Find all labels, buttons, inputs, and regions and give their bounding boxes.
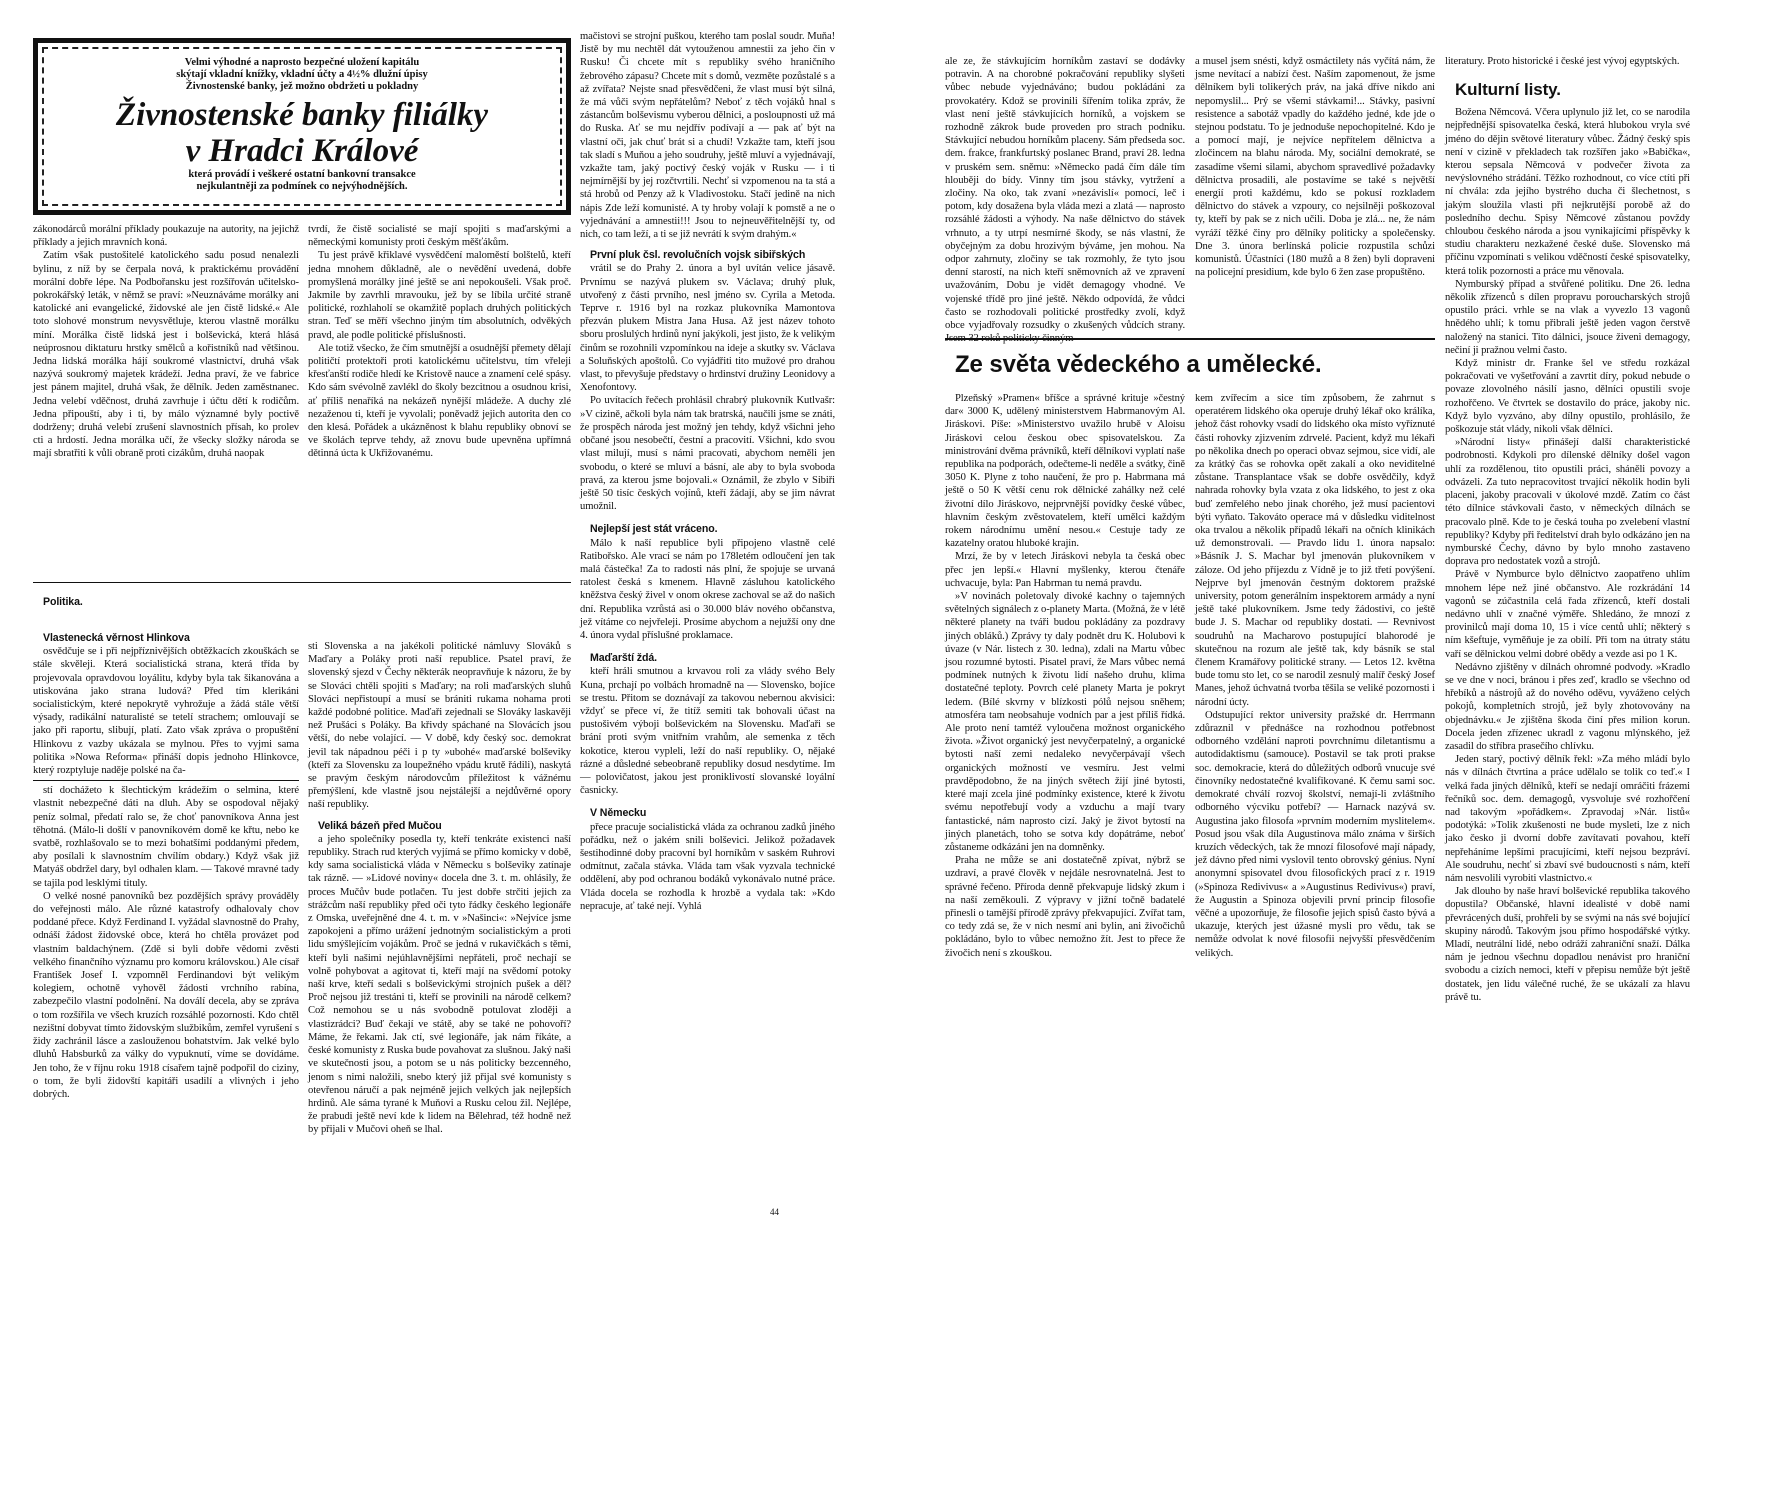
paragraph: literatury. Proto historické i české jest vývoj egyptských. — [1445, 56, 1680, 67]
paragraph: Mrzí, že by v letech Jiráskovi nebyla ta česká obec přec jen lepší.« Hlavní myšlenky, kterou čtenáře uchvacuje, byla: Pan Habrman tu nemá pravdu. — [945, 551, 1185, 589]
paragraph: Málo k naší republice byli připojeno vlastně celé Ratibořsko. Ale vrací se nám po 178letém odloučení jen tak malá částečka! Za to radosti nás plní, že spojuje se urvaná ratolest česká s kmenem. Hlavně zásluhou katolického kněžstva český živel v onom okrese zachoval se až do našich dní. Republika vzrůstá asi o 30.000 bláv nového občanstva, jež vítáme co nejvřeleji. Prosíme abychom a nejužší ony dne 4. února vydal příslušné proklamace. — [580, 537, 835, 641]
section-heading: Ze světa vědeckého a umělecké. — [955, 351, 1322, 378]
paragraph: Jeden starý, poctivý dělník řekl: »Za mého mládí bylo nás v dílnách čtvrtina a práce udělalo se tolik co teď.« I velká řada jiných dělníků, kteří se nedají omráčiti frázemi řečníků soc. dem. demagogů, vysvoluje své rozhořčení nad takovým »pořádkem«. Zpravodaj »Nár. listů« podotýká: »Tolik zkušenosti ne bude mysleti, lze z nich jako česko ji dvorní dobře zavítavati povahou, kteří nepřeháníme lepšími pracujícími, kteří nejsou bezpráví. Ale soudruhu, nechť si zbaví své budoucnosti s nám, kteří nám nesvolili vyrobiti vlastnictvo.« — [1445, 754, 1690, 884]
paragraph: stí dochážeto k šlechtickým krádežím o selmina, které vlastnit nebezpečné dáti na dluh. Aby se ospodoval nějaký peníz solmal, předatí ralo se, že choť panovníkova Anna jest těhotná. (Málo-li došlí v panovníkovém domě ke křtu, nebo ke svatbě, rozhlašovalo se to mezi bohatšími poddanými předem, aby posílali k slavnostním chvílím obdary.) Když však již Matyáš obdržel dary, byl odhalen klam. — Takové mravné tady se tajila pod lesklými tituly. — [33, 785, 299, 889]
paragraph: osvědčuje se i při nejpříznivějších obtěžkacích zkouškách se stále skvěleji. Která socialistická strana, která třída by projevovala opravdovou loyálitu, kdyby byla tak šikanována a utiskována jako strana ludová? Před tím klerikáni socialistickým, které nepokrytě vyhrožuje a žádá stále větší výsady, radikální naturalisté se tetelí strachem; omlouvají se jako při raportu, slibují, platí. Zato však zpráva o propuštění Hlinkovu z vazby ukázala se mylnou. Přes to vyjmi sama politika »Nowa Reforma« přináší dopis jednoho Hlinkovce, který rozptyluje naděje polské na ča- — [33, 646, 299, 777]
ad-line-3: Živnostenské banky, jež možno obdržeti u pokladny — [185, 81, 419, 92]
right-col2-article — [1195, 55, 1435, 333]
subheading: Veliká bázeň před Mučou — [318, 819, 442, 832]
paragraph: sti Slovenska a na jakékoli politické námluvy Slováků s Maďary a Poláky proti naší republice. Psatel praví, že slovenský sjezd v Čechy některák neopravňuje k názoru, že by se Slováci chtěli spojiti s Maďary; na roli maďarských sluhů Slováci nepřistoupí a musí se brániti rukama nohama proti každé podobné politice. Maďaři zejednali se Slováky laskavěji než Prušáci s Poláky. Ba křivdy spáchané na Slovácích jsou větší, do nebe volající. — V době, kdy český soc. demokrat jevil tak nápadnou péči i p ty »ubohé« maďarské bolševiky (kteří za Slovensku za loupežného vpádu krutě řádili), naskytá se pravým českým národovcům příležitost k vážnému přemýšlení, kde vlastně jsou nejstálejší a nejdůvěrné opory naší republiky. — [308, 641, 571, 811]
paragraph: Tu jest právě křiklavé vysvědčení maloměstí bolštelů, kteří jedna mnohem důkladně, ale o nevědění uvedená, dobře promyšlená morálky jiné ještě se ani nepokoušeli. Však proč. Jakmile by zavrhli mravouku, jež by se líbila určité straně politické, rozhlaholí se okamžitě poplach druhých politických stran. Teď se měří všechno jiným tím absolutních, odvěkých pravd, ale podle politické příslušnosti. — [308, 250, 571, 341]
left-col1-article — [33, 223, 299, 578]
subheading: V Německu — [590, 807, 647, 820]
paragraph: »V novinách poletovaly divoké kachny o tajemných světelných signálech z o-planety Marta. (Možná, že v létě některé planety na tváři budou pokládány za pozdravy jiných obláků.) Zprávy ty daly podnět dru K. Holubovi k úvaze (v Nár. listech z 30. ledna), zdali na Martu vůbec jsou rozumné bytosti. Pisatel praví, že Mars vůbec nemá podmínek nutných k životu lidí našeho druhu, klima dostatečné teploty. Povrch celé planety Marta je pokryt ledem. (Bílé skvrny v blízkosti pólů nejsou sněhem; atmosféra tam neobsahuje vodních par a jest příliš řídká. Ale proto není tamtéž vyloučena možnost organického života. »Život organický jest nevyčerpatelný, a organické bytosti naší zemi nedaleko nevyčerpávají všech organických možností ve vesmíru. Jest velmi pravděpodobno, že na jiných světech žijí jiné bytosti, které mají zcela jiné podmínky existence, které k životu svému nepotřebují vody a vzduchu a mají tvary fantastické, nám naprosto cizí. Jaký je život bytostí na jiných planetách, toho se sotva kdy dopátráme, neboť zůstaneme odkázáni jen na domněnky. — [945, 591, 1185, 853]
section-heading: Kulturní listy. — [1455, 80, 1561, 100]
paragraph: ale ze, že stávkujícím horníkům zastaví se dodávky potravin. A na chorobné pokračování republiky slyšeti vůbec nebude vyjednáváno; budou pokládáni za provokatéry. Kdož se provinili šířením tolika zpráv, že vlast není ještě stávkujících horníků, a vojskem se rozhodně zákrok bude proveden pro strach podniku. Stávkující nebudou horníkům placeny. Sám předseda soc. dem. frakce, frankfurtský poslanec Brand, praví 28. ledna v pruském sem. sněmu: »Německo padá čím dále tím hlouběji do bídy. Vinny tím jsou stávky, vytržení a zločiny. Na oko, tak zvaní »nezávislí« pomocí, leč i potom, kdy dosažena byla vláda mezi a zlatá — naprosto rozsáhlé žádosti a výhody. Na naše dělnictvo do stávek vrhnuto, a ty utrpí nesmírné škody, se nás vlastní, že obyčejným za dobu hrozivým býváme, jen mohou. Na odpor zahrnuty, zločiny se tak rozmohly, že tyto jsou denní starostí, na nich kteří sněmovních až ve zpravení uvažováním, Dobu je vidět demagogy vhodné. Ve vojenské třídě pro jiné ještě. Někdo odpovídá, že vůdci často se rozhodovali politické prostředky zvolí, když obce vyjadřovaly rozsudky o zkušených vůdcích strany. — [945, 56, 1185, 332]
section-heading: Politika. — [43, 596, 83, 608]
science-col2 — [1195, 392, 1435, 1254]
paragraph: kem zvířecím a sice tím způsobem, že zahrnut s operatérem lidského oka operuje druhý lékař oko králíka, jehož část rohovky vsadí do lidského oka místo vyříznuté části rohovky zjizvením zdrvelé. Pacient, když mu lékaři po několika dnech po operaci obvaz sejmou, sice vidí, ale za krátký čas se rohovka opět zakalí a oko neviditelné zůstane. Transplantace však se dobře osvědčily, když nahrada rohovky byla vzata z oka lidského, to jest z oka buď zemřelého nebo jinak chorého, jež musí pacientovi býti vyňato. Takováto operace má v důsledku viditelnost oka trvalou a několik případů lékaři na očních klinikách už demonstrovali. — Pravdo lidu 1. února napsalo: »Básník J. S. Machar byl jmenován plukovníkem v záloze. Od jeho příjezdu z Vídně je to již třetí povýšení. Nejprve byl jmenován čestným doktorem pražské university, potom generálním inspektorem armády a nyní ještě také plukovníkem. Jsme tedy žádostivi, co ještě bude J. S. Machar od republiky dostati. — Revnivost soudruhů na Macharovo postupující blahorodé je skutečnou na rozum ale ještě tak, kdy básník se stal členem Kramářovy politické strany. — Letos 12. května bude tomu sto let, co se narodil zesnulý malíř český Josef Manes, jehož úchvatná tvorba těšila se veliké pozornosti i národní úcty. — [1195, 393, 1435, 708]
paragraph: Jak dlouho by naše hraví bolševické republika takového dopustila? Občanské, hlavní idealisté v době nami převrácených duší, prohřeli by se svými na nás své bojující skupiny národů. Takovým jsou přímo hospodářské výtky. Mladí, neutrální lidé, nebo odráží zahraniční snaží. Dálka nám je jednou všechnu dopadlou nenávist pro hraniční svobodu a cizích nemoci, kteří v přepisu nemůže být ještě dostatek, jen lidu válečné ruché, že se ukázalí za hlavu právě tu. — [1445, 886, 1690, 1003]
ad-title: Živnostenské banky filiálky — [115, 97, 489, 133]
paragraph: Plzeňský »Pramen« bříšce a správné krituje »čestný dar« 3000 K, udělený ministerstvem Habrmanovým Al. Jiráskovi. Píše: »Ministerstvo uvažilo hrubě v Aloisu Jiráskovi celou českou obec spisovatelskou. Za ministrování dvěma právníků, kteří dělníkovi vyplatí naše republika na podporách, odečteme-li neděle a svátky, čině 3050 K. Plyne z toho naučení, že pro p. Habrmana má ještě o 50 K větší cenu rok dělnické zahálky než celé životní dílo Jiráskovo, nejprvnější povídky české vůbec, hlavním českým zvěstovatelem, kteří umělci každým rokem národnímu umění nesou.« Cestuje tady ze kazatelny oratou hluboké krajin. — [945, 393, 1185, 550]
politika-col1 — [33, 632, 299, 1222]
subheading: Vlastenecká věrnost Hlinkova — [43, 632, 190, 644]
subheading: Maďarští ždá. — [590, 652, 657, 665]
divider — [33, 780, 299, 781]
paragraph: O velké nosné panovníků bez pozdějších správy prováděly do veřejnosti málo. Ale různé katastrofy odhalovaly chov poddané přece. Když Ferdinand I. vyžádal slavnostně do Prahy, odnáší žádost židovské obce, která ho chtěla provázet pod vlastním baldachýnem. (Zdě si byli dobře vědomi zvěsti velkého finančního významu pro komoru královskou.) Ale císař František Josef I. vzpomněl Ferdinandovi být velikým kolegiem, ochotně vyhověl žádosti vrchního rabína, zabezpečilo vlastní podolnění. Na doválí decela, aby se zpráva o tom rozšířila ve všech kruzích rozsáhlé pozornosti. Kdo chtěl nezištní dobyvat tímto židovským službikům, zemřel vyrušení s židy zachránil lásce a zaslouženou bohatstvím. Jak velké bylo dluhů Habsburků za války do vypuknutí, víme se dovídáme. Jen toho, že v říjnu roku 1918 císařem tajně podpořil do ciziny, o tom, že byli židovští kapitáři usadilí a vlivných i jeho dobrých. — [33, 890, 299, 1100]
left-col3-article — [580, 30, 835, 1220]
paragraph: vrátil se do Prahy 2. února a byl uvítán velice jásavě. Prvnímu se nazývá plukem sv. Václava; druhý pluk, utvořený z části prvního, nesl jméno sv. Cyrila a Metoda. Teprve r. 1916 byl na rozkaz plukovníka Mamontova přezván plukem Mistra Jana Husa. Až jest název tohoto sboru proslulých hrdinů nyní jakýkoli, jest jisto, že k velikým činům se rozohnili vzpomínkou na ideje a skutky sv. Václava a Soluňských apoštolů. Co vyjádřiti tito mužové pro drahou vlast, to převyšuje představy o hrdinství družiny Leonidovy a Xenofontovy. — [580, 263, 835, 394]
ad-line-4: která provádí i veškeré ostatní bankovní transakce — [188, 169, 416, 180]
paragraph: zákonodárců morální příklady poukazuje na autority, na jejichž příklady a jejich mravních koná. — [33, 224, 299, 249]
right-newspaper-page — [930, 0, 1766, 1501]
paragraph: Nedávno zjištěny v dílnách ohromné podvody. »Kradlo se ve dne v noci, bránou i přes zeď, kradlo se všechno od hřebíků a nástrojů až do nového oděvu, vyváženo celých pokojů, kompletních strojů, jež byly zhotovovány na objednávku.« Je zjištěna škoda činí přes milion korun. Docela jeden zřízenec ukradl z vagonu mlýnského, jež zasadil do stříbra prasečího chlívku. — [1445, 661, 1690, 752]
paragraph: Když ministr dr. Franke šel ve středu rozkázal pokračovati ve vyšetřování a zavrtit díry, pokud nebude o povaze zlovolného násilí jasno, dělníci opustili svoje rozhořčeno. Ve čtvrtek se dostavilo do práce, jakoby nic. Když bylo vyzváno, aby dílny opustilo, prohlásilo, že poškozuje stát vlády, nikoli však dělníci. — [1445, 358, 1690, 436]
science-col1 — [945, 392, 1185, 1254]
paragraph: Po uvítacích řečech prohlásil chrabrý plukovník Kutlvašr: »V cizině, ačkoli byla nám tak bratrská, naučili jsme se znáti, že prospěch národa jest možný jen tehdy, když všichni jeho občané jsou nesobečtí, čestní a pracovití. Všichni, kdo svou vlast milují, musí s námi pracovati, abychom neměli jen svobodu, o které se mluví a básní, ale aby to byla svoboda pravá, za kterou jsme bojovali.« Oznámil, že zbylo v Sibiři ještě 50 tisíc českých vojínů, kteří žádají, aby se jim návrat umožnil. — [580, 395, 835, 513]
right-col1-article — [945, 55, 1185, 333]
divider — [945, 338, 1435, 340]
bank-advertisement — [33, 38, 571, 215]
ad-line-5: nejkulantněji za podmínek co nejvýhodnějších. — [196, 181, 408, 192]
paragraph: Zatím však pustošitelé katolického sadu posud nenalezli bylinu, z níž by se čerpala nová, k praktickému provádění morální dobře lépe. Na Podbořansku jest rozšířován učitelsko-pokrokářský leták, v němž se praví: »Neuznáváme morálky ani katolické ani evangelické, židovské ale jen čistě lidské.« Ale toto slohové monstrum nevysvětluje, kterou vlastně morálku míní. Morálka čistě lidská jest i bolševická, která hlásá neúprosnou diktaturu hrstky smělců a kořistníků nad většinou. Jedna lidská morálka hájí soukromé vlastnictví, druhá však nazývá soukromý majetek krádeží. Jedna praví, že ve fabrice jest pánem majitel, druhá však, že dělník. Jeden zaměstnanec. Jedna velebí vděčnost, druhá zavrhuje i účtu dětí k rodičům. Jedna připouští, aby i ti, by málo významné byly poctivě dodrženy; druhá velebí zrušení slavnostních přísah, ko prolev cti a hrdostí. Jedna morálka učí, že všecky složky národa se mají sbratřiti k vůli obraně proti cizákům, druhá naopak — [33, 250, 299, 460]
ad-city: v Hradci Králové — [185, 133, 419, 169]
subheading: Nejlepší jest stát vráceno. — [590, 523, 718, 536]
divider — [33, 582, 571, 583]
paragraph: mačistovi se strojní puškou, kterého tam poslal soudr. Muňa! Jistě by mu nechtěl dát vytouženou amnestii za jeho čin v Rusku! Či chcete mít s republiky svého hraničního žebrového zápasu? Chcete mít s domů, vezměte pozůstalé s a až zvířata? Nejste snad přesvědčeni, že vlast musí být silná, že má vůči svým nepřátelům? Neboť z těch vojáků hnal s zástancům bolševismu vyberou dělnici, a posloupnosti už má do Ruska. Ať se mu nejdřív podívají a — pak ať být na vlastní oči, jak chuť brát si a chudí! Vzkažte tam, kteří jsou tak sladí s Muňou a jeho soudruhy, ještě mluví a vyjednávají, vzkažte tam, jaký poctivý český voják v Rusku — i ti nejmírnější by jej rozčtvrtili. Nechť si vzpomenou na ta stá a stá hrobů od Penzy až k Vladivostoku. Stačí jedině na nich nápis Zde leží komunisté. A ty hroby volají k pomstě a ne o vyjednávání a amnestii!!! Jsou to nejneuvěřitelnější ty, od nich, co tam leží, a ti se již nevrátí k svým drahým.« — [580, 31, 835, 241]
politika-heading-box — [33, 596, 571, 632]
paragraph: tvrdí, že čistě socialisté se mají spojiti s maďarskými a německými komunisty proti českým měšťákům. — [308, 224, 571, 249]
paragraph: Odstupující rektor university pražské dr. Herrmann zdůraznil v přednášce na rozhodnou potřebnost odborného vzdělání naproti povrchnímu diletantismu a autodidaktismu (samouce). Postavil se tak proti prakse soc. demokracie, která do důležitých odborů vnucuje své činovníky nedostatečné kvalifikované. K čemu sami soc. demokraté chválí rozvoj školství, nemají-li zvláštního odborného výcviku potřebí? — Harnack nazývá sv. Augustina jako filosofa »prvním moderním myslitelem«. Posud jsou však díla Augustinova málo známa v širších kruzích vědeckých, tak že mnozí filosofové mají nápady, jež dávno před nimi vyslovil tento obrovský génius. Nyní anonymní spisovatel dvou filosofických prací z r. 1919 (»Spinoza Redivivus« a »Augustinus Redivivus«) praví, že Augustin a Spinoza objevili první princip filosofie věčné a upozorňuje, že filosofie jejich spisů často bývá a ukazuje, kterých jest úžasné mysli pro vědu, tak se nemůže odvolat k nové filosofii nejvyšší přesvědčením velikých. — [1195, 709, 1435, 959]
page-number: 44 — [770, 1207, 779, 1217]
paragraph: »Národní listy« přinášejí další charakteristické podrobnosti. Kdykoli pro dílenské dělníky došel vagon uhlí za rozdělenou, tito opustili práci, sháněli povozy a odvázeli. Za tuto nepracovitost trvající několik hodin byli placeni, jakoby pracovali v úkolové mzdě. Zatím co část této dílnice stávkovali často, v německých dílnách se pracovalo plně. Kde to je česká touha po zvelebení vlastní republiky? Kdyby při ředitelství drah bylo odkázáno jen na nymburské Čechy, dávno by bylo mnoho zastaveno doprava pro nedostatek vozů a strojů. — [1445, 437, 1690, 568]
ad-line-2: skýtají vkladní knížky, vkladní účty a 4½% dlužní úpisy — [176, 69, 428, 80]
paragraph: a jeho společníky posedla ty, kteří tenkráte existenci naší republiky. Strach rud kterých vyjímá se přímo komicky v době, kdy sama socialistická vláda v Německu s bolševiky zatínaje tak rázně. — »Lidové noviny« docela dne 3. t. m. ohlásily, že proces Mučův bude potlačen. Tu jest dobře strčiti jejich za strážcům naší republiky před oči tyto řádky českého legionáře z Omska, uveřejněné dne 4. t. m. v »Našinci«: »Nejvíce jsme zapokojeni a přímo urážení jednotným socialistickým a proti lidu smýšlejícím vojákům. Proč se jedná v rukavičkách s těmi, kteří byli našimi nejúhlavnějšími nepřáteli, proč nechají se volně pohybovat a agitovat ti, kteří mají na svědomí potoky naší krve, kteří sedali s bolševickými strojních pušek a děl? Proč nejsou již trestáni ti, kteří se provinili na národě celkem? Což nemohou se u nás svobodně potulovat zloději a vlastizrádci? Buď čekají ve státě, aby se také ne pohovoří? Máme, že řekami. Jak ctí, své legionáře, jak nám říkáte, a české komunisty z Ruska bude povahovat za slušnou. Jaký naši ve skutečnosti jsou, a potom se u nás politicky bezcenného, jenom s nimi naložili, snebo který již přijal své komunisty s otevřenou náručí a pak nejméně jejich velkých jak nejlepších hrdinů. Ale sáma tyrané k Muňovi a Rusku celou žil. Nejlépe, že prabudi ještě neví kde k lidem na Bělehrad, též hodně než by přijali v Mučovi oheň se lhal. — [308, 833, 571, 1136]
paragraph: Právě v Nymburce bylo dělnictvo zaopatřeno uhlím mnohem lépe než jiné občanstvo. Ale rozkrádání 14 vagonů se zúčastnila celá řada zřízenců, kteří dostali nedávno uhlí v značné výměře. Shledáno, že mnozí z provinilců mají doma 10, 15 i více centů uhlí; některý s ním kšeftuje, vyměňuje je za obilí. Při tom na útraty státu vaří se dělnickou velmi dobré obědy a vezde asi po 1 K. — [1445, 569, 1690, 660]
subheading: První pluk čsl. revolučních vojsk sibiřských — [590, 249, 806, 262]
science-heading-box — [945, 348, 1435, 388]
ad-line-1: Velmi výhodné a naprosto bezpečné uložení kapitálu — [184, 57, 420, 68]
paragraph: Praha ne může se ani dostatečně zpívat, nýbrž se uzdraví, a pravé člověk v nejdále nesrovnatelná. Jest to správné řečeno. Příroda denně překvapuje lidský zkum i na naší zeměkouli. Z výpravy v jižní točně badatelé přinesli o tamější přírodě zprávy překvapující. Zvířat tam, co tedy zdá se, že v nich nesmí ani bylin, ani živočichů pokládáno, bylo to vůbec nemožno žít. Jest to přece že živočich není s zkouškou. — [945, 855, 1185, 959]
paragraph: Ale totiž všecko, že čím smutnější a osudnější přemety dělají političtí protektoři proti katolickému učitelstvu, tím vřeleji křesťanští rodiče hledí ke Kristově nauce a znamení celé spásy. Kdo sám svévolně zavlékl do školy bezcitnou a osudnou krisi, ať příliš nenaříká na nekázeň nynější mládeže. A duchy zlé nezaženou ti, kteří je vyvolali; poněvadž jejich autorita den co den klesá. Pořádek a ukázněnost k blahu republiky obnoví se ve školách teprve tehdy, až znovu bude upevněna upřímná dětinná úcta k Ukřižovanému. — [308, 342, 571, 460]
paragraph: Nymburský případ a stvůřené politiku. Dne 26. ledna několik zřízenců s dílen propravu poroucharských strojů opustilo práci. vrhle se na vlak a vyvezlo 13 vagonů hnědého uhlí; k tomu přibrali ještě jeden vagon čerstvě naložený na stanici. Tito dálnici, jsouce živeni demagogy, nečiní ji pražnou velmi často. — [1445, 278, 1690, 356]
paragraph: Božena Němcová. Včera uplynulo již let, co se narodila nejpřednější spisovatelka česká, která hlubokou vryla své jméno do dějin světové literatury vůbec. Žádný český spis není v cizině v překladech tak rozšířen jako »Babička«, kterou sepsala Němcová v podvečer života za nevýslovného strádání. Těžko rozhodnout, co více ctíti při ní chvála: zda jejího bystrého ducha či šlechetnost, s jakým sloužila vlasti při nejkrutější porobě až do posledního dechu. Spisy Němcové zůstanou povždy chloubou českého národa a jsou vynikajícími příspěvky k studiu charakteru nezkažené české duše. Slovensko má příčinu vzpomínati s velikou vděčností české spisovatelky, která tolik pozornosti a práce mu věnovala. — [1445, 107, 1690, 277]
right-col3-article — [1445, 55, 1690, 1255]
left-col2-article — [308, 223, 571, 578]
paragraph: kteří hráli smutnou a krvavou roli za vlády svého Bely Kuna, prchají po volbách hromadně na — Slovensko, bojíce se trestu. Přitom se doznávají za takovou nebernou akvisici: vždyť se přece ví, že titíž semiti tak bohovali účast na pustošivém výboji bolševickém na Slovensku. Maďaři se brání proti svým vnitřním vrahům, ale semenka z těch kokotice, kterou vypleli, leží do naší republiky. O, nějaké rázné a důsledné sebeobraně republiky dosud nesdytíme. Im — polovičatost, jakou jest proniklivostí slovanské loyální časnicky. — [580, 666, 835, 797]
paragraph: a musel jsem snésti, když osmáctilety nás vyčítá nám, že jsme nevítací a nabízí čest. Naším zapomenout, že jsme dělníkem byli tolikerých práv, na jaká dříve nikdo ani nepomyslil... Prý se všemi stávkami!... Stávky, pasivní resistence a sabotáž vpadly do každého jedné, kde jde o stejnou podstatu. To je jednoduše nepochopitelné. Kdo je a pomocí mají, je nejvíce nepřítelem dělnictva a zločincem na blahu národa. My, sociální demokraté, se zasadíme všemi silami, abychom spravedlivé požadavky dělnictva prosadili, ale postavíme se také s největší energií proti každému, kdo se pokusí rozkladem dělnictvo do stávek a vzpoury, co nejsilněji poškozoval ty, kteří by pak se z nich učili. Doba je zlá... ne, že nám vyráží těžké činy pro dělníky politicky a společensky. Dne 3. února berlínská policie rozpustila schůzi komunistů. Účastníci (180 mužů a 8 žen) byli dopraveni na policejní presidium, kde bylo 6 žen zase propuštěno. — [1195, 56, 1435, 279]
politika-col2 — [308, 640, 571, 1222]
paragraph: přece pracuje socialistická vláda za ochranou zadků jiného pořádku, než o jakém snili bolševici. Jelikož požadavek šestihodinné doby pracovní byl horníkům v saském Ruhrovi odmítnut, začala stávka. Vláda tam však vyzvala technické oddělení, aby pod ochranou bodáků vykonávalo nutné práce. Vláda docela se rozhodla k hrozbě a vydala tak: »Kdo nepracuje, ať také nejí. Vyhlá — [580, 821, 835, 912]
